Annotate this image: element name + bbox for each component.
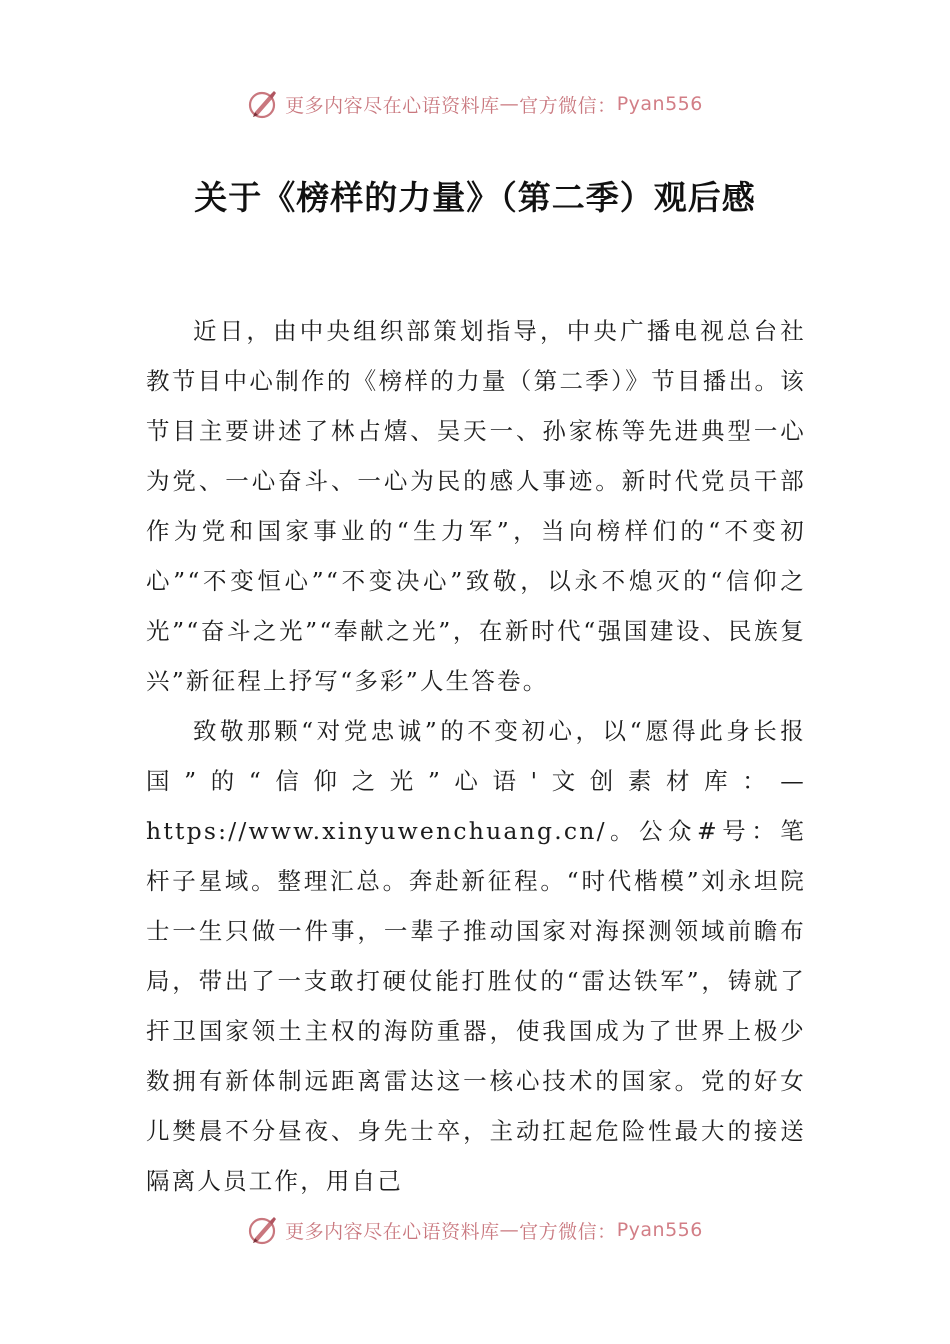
watermark-separator: — xyxy=(499,1219,520,1241)
pen-logo-icon xyxy=(247,88,279,120)
pen-logo-icon xyxy=(247,1214,279,1246)
watermark-separator: — xyxy=(499,93,520,115)
header-watermark xyxy=(0,84,950,124)
watermark-text: 更多内容尽在心语资料库 xyxy=(285,94,500,117)
footer-watermark xyxy=(0,1210,950,1250)
watermark-contact-id: Pyan556 xyxy=(616,93,703,115)
paragraph-2: 致敬那颗“对党忠诚”的不变初心，以“愿得此身长报国”的“信仰之光”心语'文创素材库：—https://www.xinyuwenchuang.cn/。公众#号：笔杆子星域。整理汇总。奔赴新征程。“时代楷模”刘永坦院士一生只做一件事，一辈子推动国家对海探测领域前瞻布局，带出了一支敢打硬仗能打胜仗的“雷达铁军”，铸就了扞卫国家领土主权的海防重器，使我国成为了世界上极少数拥有新体制远距离雷达这一核心技术的国家。党的好女儿樊晨不分昼夜、身先士卒，主动扛起危险性最大的接送隔离人员工作，用自己 xyxy=(146,717,806,1195)
watermark-contact-id: Pyan556 xyxy=(616,1219,703,1241)
document-body xyxy=(146,306,806,1206)
watermark-contact-label: 官方微信： xyxy=(519,94,617,117)
watermark-text: 更多内容尽在心语资料库 xyxy=(285,1220,500,1243)
paragraph-1: 近日，由中央组织部策划指导，中央广播电视总台社教节目中心制作的《榜样的力量（第二季）》节目播出。该节目主要讲述了林占熺、吴天一、孙家栋等先进典型一心为党、一心奋斗、一心为民的感人事迹。新时代党员干部作为党和国家事业的“生力军”，当向榜样们的“不变初心”“不变恒心”“不变决心”致敬，以永不熄灭的“信仰之光”“奋斗之光”“奉献之光”，在新时代“强国建设、民族复兴”新征程上抒写“多彩”人生答卷。 xyxy=(146,317,806,695)
watermark-contact-label: 官方微信： xyxy=(519,1220,617,1243)
document-title: 关于《榜样的力量》（第二季）观后感 xyxy=(194,178,756,217)
